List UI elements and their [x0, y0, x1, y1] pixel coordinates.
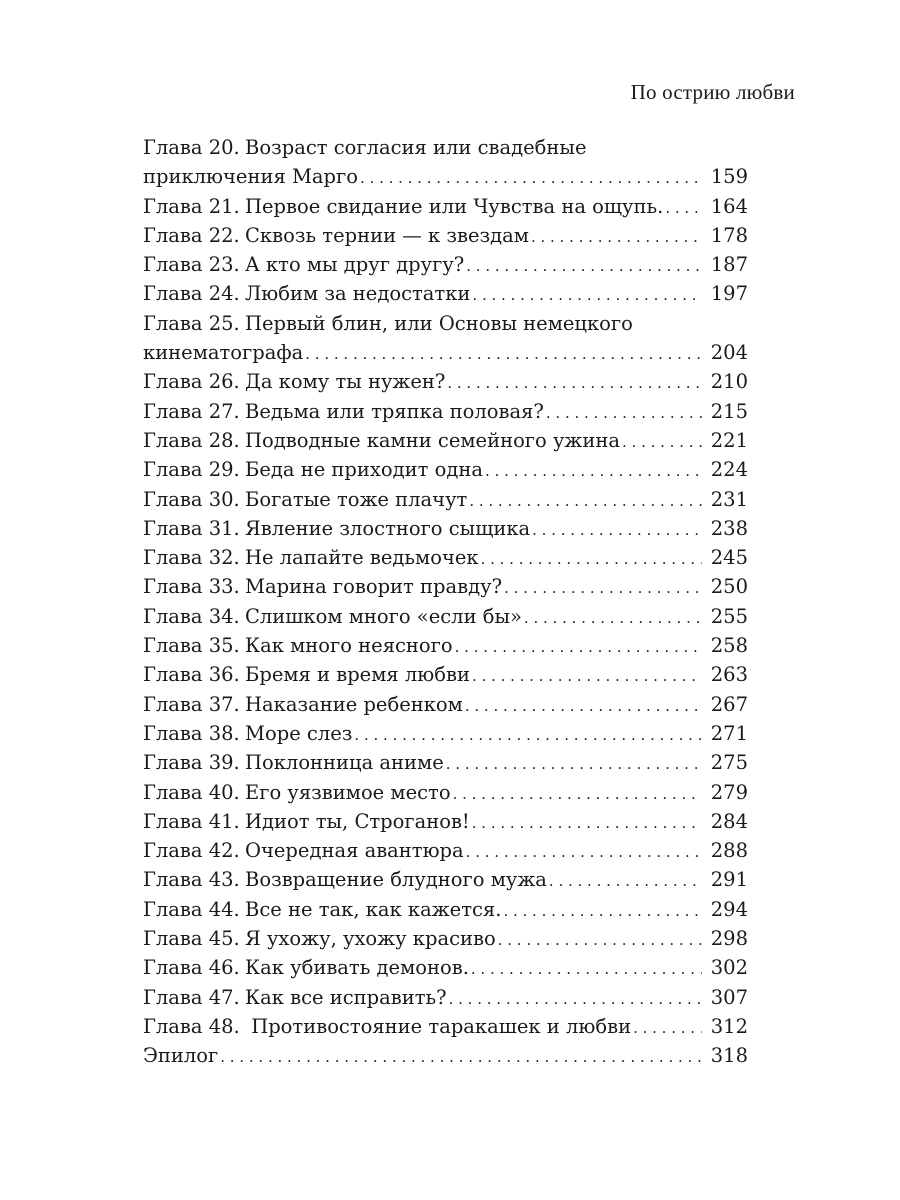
page-number: 298 [710, 927, 748, 951]
toc-entry [143, 162, 748, 191]
page-number: 291 [710, 868, 748, 892]
dot-leader [449, 985, 702, 1012]
toc-entry-label [143, 133, 586, 162]
chapter-number: Глава 38. [143, 721, 240, 745]
running-title: По острию любви [630, 80, 795, 104]
toc-entry [143, 836, 748, 865]
page-number: 275 [710, 751, 748, 775]
dot-leader [220, 1043, 702, 1070]
chapter-title: Сквозь тернии — к звездам [245, 223, 529, 247]
dot-leader [305, 340, 702, 367]
dot-leader [466, 838, 702, 865]
toc-entry-label [143, 748, 444, 777]
chapter-title: Богатые тоже плачут [245, 487, 468, 511]
chapter-number: Глава 36. [143, 663, 240, 687]
chapter-number: Глава 25. [143, 311, 240, 335]
toc-entry [143, 983, 748, 1012]
toc-entry [143, 778, 748, 807]
page-number: 245 [710, 546, 748, 570]
toc-entry-label [143, 309, 633, 338]
toc-entry [143, 1012, 748, 1041]
toc-entry [143, 279, 748, 308]
toc-entry-label [143, 279, 470, 308]
toc-entry [143, 250, 748, 279]
dot-leader [504, 574, 702, 601]
chapter-title: Как убивать демонов. [245, 956, 469, 980]
dot-leader [498, 926, 702, 953]
chapter-title: А кто мы друг другу? [245, 253, 465, 277]
page-number: 288 [710, 839, 748, 863]
toc-entry-label [143, 1041, 218, 1070]
dot-leader [665, 194, 702, 221]
dot-leader [481, 545, 702, 572]
dot-leader [485, 457, 702, 484]
toc-entry-label [143, 192, 663, 221]
dot-leader [549, 867, 702, 894]
dot-leader [453, 780, 702, 807]
chapter-title: Беда не приходит одна [245, 458, 484, 482]
page-number: 215 [710, 399, 748, 423]
page-number: 263 [710, 663, 748, 687]
chapter-title: Противостояние таракашек и любви [245, 1014, 632, 1038]
toc-entry-label [143, 485, 467, 514]
chapter-title: Наказание ребенком [245, 692, 463, 716]
dot-leader [447, 369, 702, 396]
chapter-number: Глава 45. [143, 927, 240, 951]
toc-entry [143, 953, 748, 982]
chapter-number: Глава 44. [143, 897, 240, 921]
chapter-title: Слишком много «если бы» [245, 604, 522, 628]
chapter-number: Глава 43. [143, 868, 240, 892]
toc-entry [143, 748, 748, 777]
chapter-number: Глава 23. [143, 253, 240, 277]
toc-entry-label [143, 1012, 631, 1041]
page-number: 204 [710, 341, 748, 365]
toc-entry-label [143, 983, 447, 1012]
chapter-title: Как все исправить? [245, 985, 447, 1009]
toc-entry [143, 807, 748, 836]
chapter-number: Глава 33. [143, 575, 240, 599]
toc-entry-label [143, 953, 469, 982]
page-number: 302 [710, 956, 748, 980]
page-number: 255 [710, 604, 748, 628]
chapter-number: Глава 34. [143, 604, 240, 628]
table-of-contents [143, 133, 748, 1071]
chapter-title: Возвращение блудного мужа [245, 868, 547, 892]
toc-entry [143, 426, 748, 455]
chapter-title: Явление злостного сыщика [245, 516, 531, 540]
dot-leader [524, 604, 702, 631]
toc-entry [143, 221, 748, 250]
dot-leader [466, 252, 702, 279]
page-number: 238 [710, 516, 748, 540]
dot-leader [531, 223, 702, 250]
toc-entry [143, 924, 748, 953]
page-number: 312 [710, 1014, 748, 1038]
dot-leader [446, 750, 702, 777]
dot-leader [532, 516, 702, 543]
chapter-title: Марина говорит правду? [245, 575, 503, 599]
toc-entry [143, 631, 748, 660]
toc-entry [143, 865, 748, 894]
chapter-title: Очередная авантюра [245, 839, 464, 863]
chapter-number: Глава 24. [143, 282, 240, 306]
dot-leader [455, 633, 702, 660]
dot-leader [472, 281, 702, 308]
dot-leader [622, 428, 702, 455]
page-number: 164 [710, 194, 748, 218]
toc-entry [143, 192, 748, 221]
chapter-number: Глава 41. [143, 809, 240, 833]
dot-leader [469, 487, 702, 514]
toc-entry-label [143, 543, 479, 572]
chapter-number: Глава 26. [143, 370, 240, 394]
toc-entry [143, 602, 748, 631]
chapter-title: Его уязвимое место [245, 780, 451, 804]
chapter-title: Все не так, как кажется. [245, 897, 502, 921]
toc-entry-label [143, 836, 464, 865]
chapter-number: Глава 39. [143, 751, 240, 775]
toc-entry-label [143, 514, 530, 543]
dot-leader [633, 1014, 702, 1041]
chapter-title: Идиот ты, Строганов! [245, 809, 470, 833]
page-number: 224 [710, 458, 748, 482]
page-number: 307 [710, 985, 748, 1009]
chapter-number: Глава 29. [143, 458, 240, 482]
chapter-title: Эпилог [143, 1044, 219, 1068]
chapter-number: Глава 30. [143, 487, 240, 511]
chapter-number: Глава 37. [143, 692, 240, 716]
toc-entry-label [143, 455, 483, 484]
chapter-title: Возраст согласия или свадебные [245, 136, 587, 159]
toc-entry-label [143, 367, 445, 396]
chapter-number: Глава 22. [143, 223, 240, 247]
toc-entry [143, 690, 748, 719]
chapter-number: Глава 47. [143, 985, 240, 1009]
page-number: 187 [710, 253, 748, 277]
page-number: 318 [710, 1044, 748, 1068]
dot-leader [465, 692, 702, 719]
toc-entry-label [143, 631, 453, 660]
page-number: 284 [710, 809, 748, 833]
toc-entry [143, 309, 748, 338]
page-number: 258 [710, 634, 748, 658]
toc-entry-label [143, 660, 470, 689]
chapter-title: Как много неясного [245, 634, 453, 658]
page-number: 279 [710, 780, 748, 804]
chapter-number: Глава 31. [143, 516, 240, 540]
toc-entry [143, 719, 748, 748]
chapter-title: приключения Марго [143, 165, 358, 189]
dot-leader [472, 662, 702, 689]
page-number: 231 [710, 487, 748, 511]
chapter-title: Первый блин, или Основы немецкого [245, 311, 633, 335]
page-number: 267 [710, 692, 748, 716]
chapter-number: Глава 20. [143, 136, 240, 159]
toc-entry [143, 367, 748, 396]
toc-entry [143, 895, 748, 924]
toc-entry-label [143, 426, 620, 455]
toc-entry-label [143, 602, 522, 631]
dot-leader [503, 897, 702, 924]
toc-entry [143, 572, 748, 601]
toc-entry-label [143, 162, 358, 191]
toc-entry [143, 543, 748, 572]
toc-entry-label [143, 807, 470, 836]
dot-leader [354, 721, 702, 748]
toc-entry-label [143, 221, 529, 250]
chapter-title: Ведьма или тряпка половая? [245, 399, 544, 423]
dot-leader [360, 164, 702, 191]
page-number: 250 [710, 575, 748, 599]
page-number: 294 [710, 897, 748, 921]
chapter-title: Подводные камни семейного ужина [245, 428, 620, 452]
page-number: 178 [710, 223, 748, 247]
chapter-number: Глава 42. [143, 839, 240, 863]
chapter-number: Глава 48. [143, 1014, 240, 1038]
toc-entry-label [143, 924, 496, 953]
toc-entry-label [143, 572, 502, 601]
chapter-number: Глава 40. [143, 780, 240, 804]
dot-leader [471, 955, 702, 982]
chapter-title: Я ухожу, ухожу красиво [245, 927, 496, 951]
chapter-number: Глава 46. [143, 956, 240, 980]
toc-entry-label [143, 719, 352, 748]
chapter-number: Глава 21. [143, 194, 240, 218]
chapter-title: Первое свидание или Чувства на ощупь. [245, 194, 664, 218]
toc-entry [143, 485, 748, 514]
toc-entry-label [143, 895, 501, 924]
page-number: 221 [710, 428, 748, 452]
toc-entry [143, 514, 748, 543]
toc-entry-label [143, 397, 544, 426]
toc-entry-label [143, 338, 303, 367]
chapter-number: Глава 35. [143, 634, 240, 658]
toc-entry-label [143, 250, 464, 279]
toc-entry [143, 338, 748, 367]
toc-entry [143, 397, 748, 426]
page-number: 271 [710, 721, 748, 745]
chapter-title: Поклонница аниме [245, 751, 444, 775]
page-number: 197 [710, 282, 748, 306]
toc-entry-label [143, 690, 463, 719]
chapter-title: Да кому ты нужен? [245, 370, 446, 394]
toc-entry-label [143, 778, 451, 807]
toc-entry [143, 660, 748, 689]
chapter-title: Не лапайте ведьмочек [245, 546, 479, 570]
dot-leader [546, 399, 702, 426]
chapter-title: Море слез [245, 721, 353, 745]
chapter-number: Глава 27. [143, 399, 240, 423]
page-number: 210 [710, 370, 748, 394]
chapter-number: Глава 32. [143, 546, 240, 570]
dot-leader [472, 809, 702, 836]
page-number: 159 [710, 165, 748, 189]
toc-entry [143, 455, 748, 484]
toc-entry-label [143, 865, 547, 894]
chapter-number: Глава 28. [143, 428, 240, 452]
toc-entry [143, 133, 748, 162]
chapter-title: Любим за недостатки [245, 282, 471, 306]
toc-entry [143, 1041, 748, 1070]
chapter-title: кинематографа [143, 341, 304, 365]
chapter-title: Бремя и время любви [245, 663, 470, 687]
